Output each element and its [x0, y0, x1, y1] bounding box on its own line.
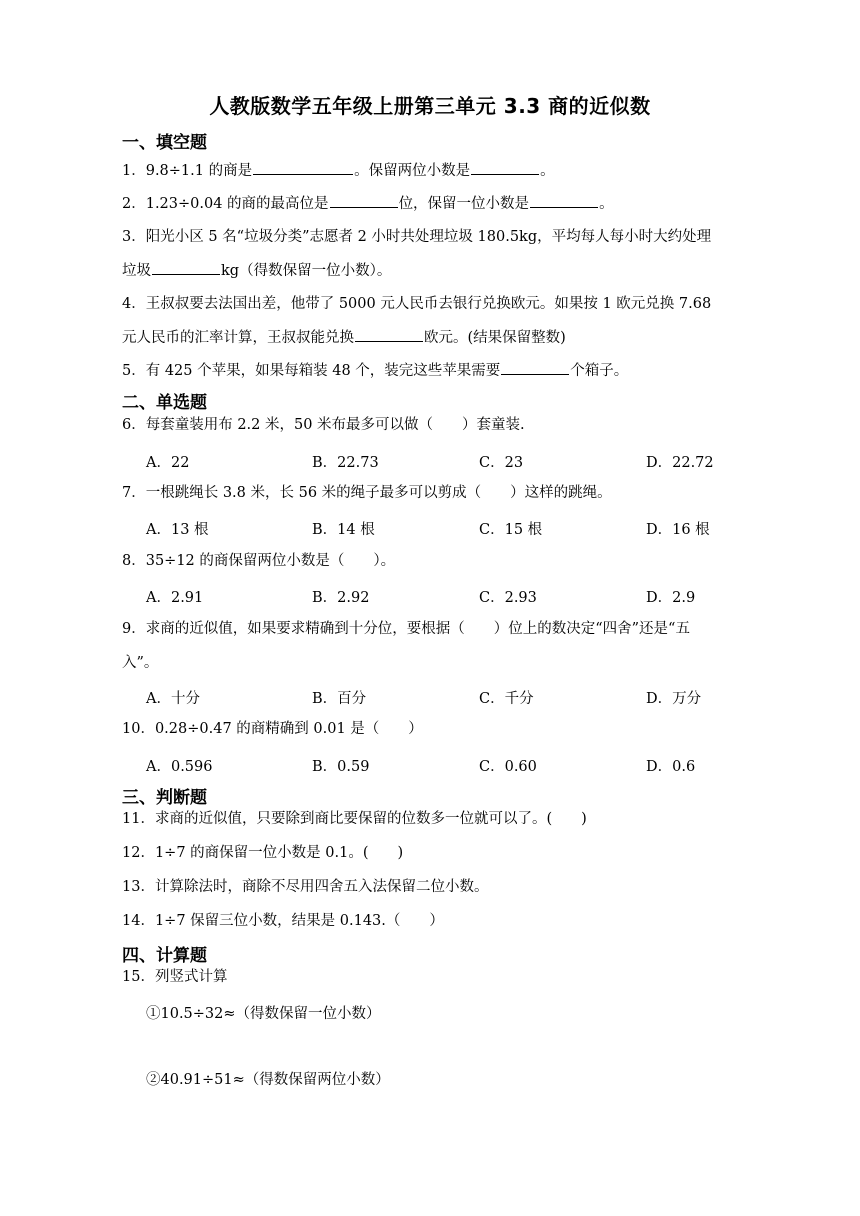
option-d[interactable]: D．22.72 [646, 455, 714, 471]
question-1-text-a: 1．9.8÷1.1 的商是 [122, 163, 253, 179]
question-9-line-2: 入”。 [122, 655, 159, 671]
section-heading-calculation: 四、计算题 [122, 946, 207, 966]
question-5-text-b: 个箱子。 [570, 363, 629, 379]
question-4-line-2 [122, 321, 740, 355]
question-3-line-1: 3．阳光小区 5 名“垃圾分类”志愿者 2 小时共处理垃圾 180.5kg，平均每人每小时大约处理 [122, 229, 712, 245]
option-b[interactable]: B．2.92 [312, 590, 370, 606]
option-a[interactable]: A．0.596 [146, 759, 213, 775]
answer-blank[interactable] [471, 158, 539, 175]
question-5 [122, 354, 740, 388]
option-c[interactable]: C．0.60 [479, 759, 537, 775]
question-2-text-a: 2．1.23÷0.04 的商的最高位是 [122, 196, 329, 212]
question-7-options [146, 518, 740, 542]
question-10: 10．0.28÷0.47 的商精确到 0.01 是（ ） [122, 721, 423, 737]
section-heading-true-false: 三、判断题 [122, 788, 207, 808]
answer-blank[interactable] [253, 158, 353, 175]
answer-blank[interactable] [501, 358, 569, 375]
question-1-text-b: 。保留两位小数是 [354, 163, 471, 179]
question-8-options [146, 586, 740, 610]
question-1 [122, 154, 740, 188]
option-b[interactable]: B．22.73 [312, 455, 379, 471]
question-13: 13．计算除法时，商除不尽用四舍五入法保留二位小数。 [122, 879, 489, 895]
option-b[interactable]: B．14 根 [312, 522, 375, 538]
question-15: 15．列竖式计算 [122, 969, 228, 985]
section-heading-fill-in: 一、填空题 [122, 133, 207, 153]
option-c[interactable]: C．23 [479, 455, 524, 471]
question-9-options [146, 687, 740, 711]
question-3-text-c: kg（得数保留一位小数）。 [221, 263, 392, 279]
section-heading-single-choice: 二、单选题 [122, 393, 207, 413]
question-2-text-b: 位，保留一位小数是 [398, 196, 530, 212]
answer-blank[interactable] [152, 258, 220, 275]
question-4 [122, 287, 740, 355]
question-3-line-2 [122, 254, 740, 288]
question-15-part-1: ①10.5÷32≈（得数保留一位小数） [146, 1006, 381, 1022]
page-title: 人教版数学五年级上册第三单元 3.3 商的近似数 [209, 94, 651, 118]
question-1-text-c: 。 [540, 163, 555, 179]
question-2-text-c: 。 [599, 196, 614, 212]
option-d[interactable]: D．2.9 [646, 590, 696, 606]
question-3-text-b: 垃圾 [122, 263, 151, 279]
answer-blank[interactable] [330, 191, 398, 208]
question-10-options [146, 755, 740, 779]
option-a[interactable]: A．13 根 [146, 522, 209, 538]
question-8: 8．35÷12 的商保留两位小数是（ ）。 [122, 553, 396, 569]
answer-blank[interactable] [530, 191, 598, 208]
option-a[interactable]: A．22 [146, 455, 190, 471]
question-11: 11．求商的近似值，只要除到商比要保留的位数多一位就可以了。( ) [122, 811, 587, 827]
option-b[interactable]: B．百分 [312, 691, 367, 707]
question-9 [122, 612, 740, 680]
question-3 [122, 220, 740, 288]
question-4-text-b: 元人民币的汇率计算，王叔叔能兑换 [122, 330, 354, 346]
question-15-part-2: ②40.91÷51≈（得数保留两位小数） [146, 1072, 390, 1088]
question-5-text-a: 5．有 425 个苹果，如果每箱装 48 个，装完这些苹果需要 [122, 363, 501, 379]
option-c[interactable]: C．2.93 [479, 590, 537, 606]
option-c[interactable]: C．千分 [479, 691, 534, 707]
question-12: 12．1÷7 的商保留一位小数是 0.1。( ) [122, 845, 404, 861]
option-c[interactable]: C．15 根 [479, 522, 543, 538]
answer-blank[interactable] [355, 325, 423, 342]
question-9-line-1: 9．求商的近似值，如果要求精确到十分位，要根据（ ）位上的数决定“四舍”还是“五 [122, 621, 690, 637]
question-4-line-1: 4．王叔叔要去法国出差，他带了 5000 元人民币去银行兑换欧元。如果按 1 欧元兑换 7.68 [122, 296, 712, 312]
question-6-options [146, 451, 740, 475]
option-a[interactable]: A．十分 [146, 691, 200, 707]
option-d[interactable]: D．16 根 [646, 522, 710, 538]
question-2 [122, 187, 740, 221]
question-7: 7．一根跳绳长 3.8 米，长 56 米的绳子最多可以剪成（ ）这样的跳绳。 [122, 485, 612, 501]
option-d[interactable]: D．万分 [646, 691, 702, 707]
option-b[interactable]: B．0.59 [312, 759, 370, 775]
option-a[interactable]: A．2.91 [146, 590, 204, 606]
option-d[interactable]: D．0.6 [646, 759, 696, 775]
question-4-text-c: 欧元。(结果保留整数) [424, 330, 566, 346]
question-6: 6．每套童装用布 2.2 米，50 米布最多可以做（ ）套童装. [122, 417, 525, 433]
question-14: 14．1÷7 保留三位小数，结果是 0.143.（ ） [122, 913, 444, 929]
